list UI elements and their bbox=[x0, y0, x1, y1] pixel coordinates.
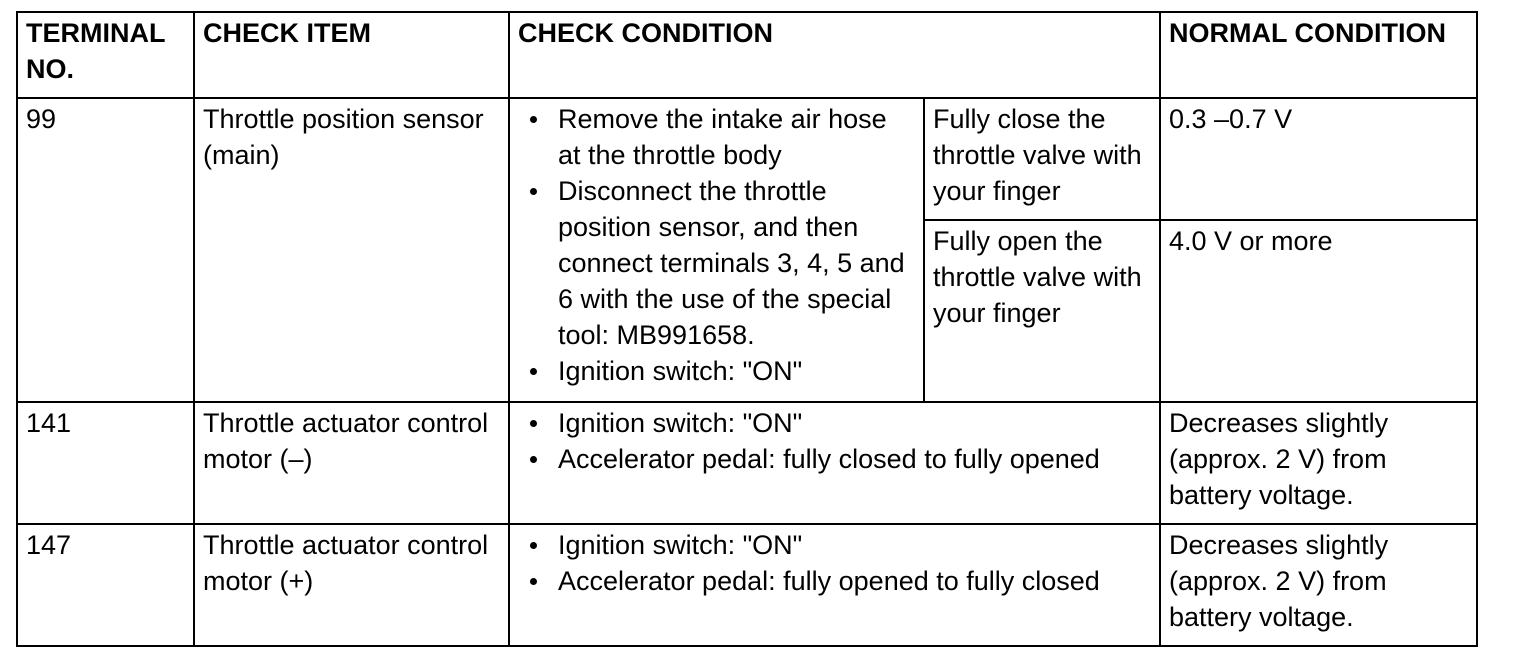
header-check-item: CHECK ITEM bbox=[194, 12, 509, 98]
normal-condition-cell: Decreases slightly (approx. 2 V) from battery voltage. bbox=[1160, 402, 1477, 524]
table-header-row bbox=[17, 12, 1477, 98]
check-item-cell: Throttle position sensor (main) bbox=[194, 98, 509, 402]
check-condition-cell bbox=[509, 98, 924, 402]
condition-bullet: Disconnect the throttle position sensor, and then connect terminals 3, 4, 5 and 6 with the use of the special tool: MB991658. bbox=[518, 173, 915, 353]
terminal-cell: 99 bbox=[17, 98, 194, 402]
table-row bbox=[17, 524, 1477, 646]
condition-list bbox=[518, 405, 1151, 477]
condition-bullet: Remove the intake air hose at the throttle body bbox=[518, 101, 915, 173]
normal-condition-cell: Decreases slightly (approx. 2 V) from battery voltage. bbox=[1160, 524, 1477, 646]
condition-bullet: Ignition switch: "ON" bbox=[518, 527, 1151, 563]
terminal-cell: 141 bbox=[17, 402, 194, 524]
normal-condition-cell: 0.3 –0.7 V bbox=[1160, 98, 1477, 220]
condition-bullet: Ignition switch: "ON" bbox=[518, 405, 1151, 441]
check-item-cell: Throttle actuator control motor (+) bbox=[194, 524, 509, 646]
check-condition-cell bbox=[509, 402, 1160, 524]
condition-list bbox=[518, 527, 1151, 599]
terminal-cell: 147 bbox=[17, 524, 194, 646]
sub-condition-cell: Fully open the throttle valve with your finger bbox=[924, 220, 1160, 402]
header-terminal-no: TERMINAL NO. bbox=[17, 12, 194, 98]
condition-list bbox=[518, 101, 915, 389]
table-row bbox=[17, 402, 1477, 524]
condition-bullet: Accelerator pedal: fully closed to fully opened bbox=[518, 441, 1151, 477]
table-row bbox=[17, 98, 1477, 220]
check-item-cell: Throttle actuator control motor (–) bbox=[194, 402, 509, 524]
header-check-condition: CHECK CONDITION bbox=[509, 12, 1160, 98]
normal-condition-cell: 4.0 V or more bbox=[1160, 220, 1477, 402]
terminal-check-table bbox=[16, 11, 1478, 647]
check-condition-cell bbox=[509, 524, 1160, 646]
sub-condition-cell: Fully close the throttle valve with your finger bbox=[924, 98, 1160, 220]
condition-bullet: Accelerator pedal: fully opened to fully closed bbox=[518, 563, 1151, 599]
header-normal-condition: NORMAL CONDITION bbox=[1160, 12, 1477, 98]
condition-bullet: Ignition switch: "ON" bbox=[518, 353, 915, 389]
